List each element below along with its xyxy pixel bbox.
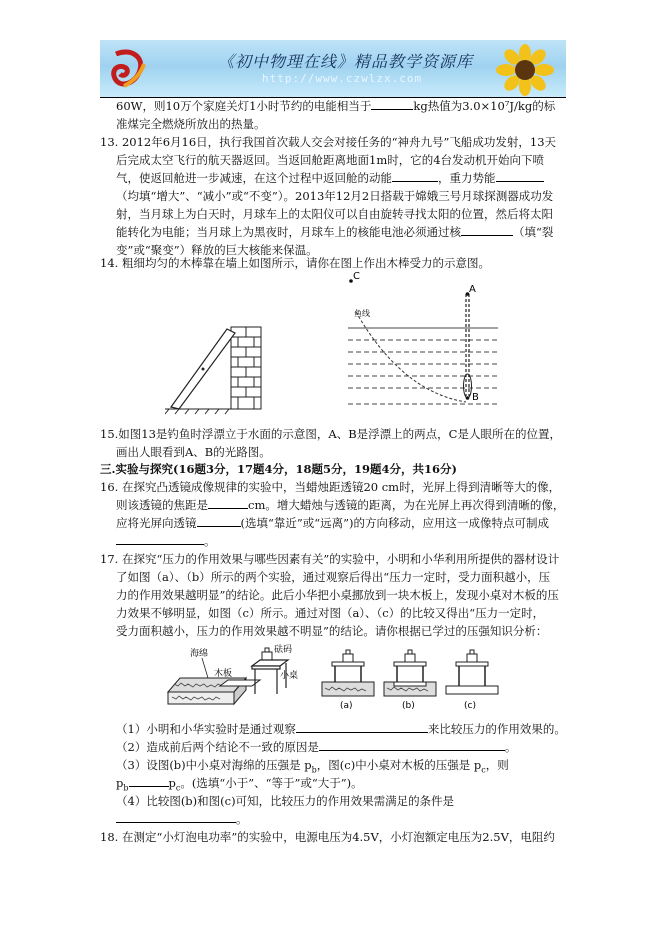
weight xyxy=(262,648,272,660)
q17-sub4-cont: 。 xyxy=(116,810,248,828)
experiment-c xyxy=(446,650,498,694)
q13-line5: 射，当月球上为白天时，月球车上的太阳仪可以自由旋转寻找太阳的位置，然后将太阳 xyxy=(116,207,553,221)
fishing-float-figure xyxy=(342,272,502,422)
float-bobber xyxy=(464,294,472,398)
q17-line4: 力效果不够明显，如图（c）所示。通过对图（a）、（c）的比较又得出“压力一定时， xyxy=(116,606,545,620)
label-b: B xyxy=(472,392,479,403)
q16-line4: 。 xyxy=(116,532,216,550)
stick-wall-figure xyxy=(165,325,270,415)
answer-blank[interactable] xyxy=(197,514,241,527)
label-board: 木板 xyxy=(214,669,233,679)
ground-hatching xyxy=(165,409,261,414)
label-c: (c) xyxy=(464,701,476,711)
q14-text: 14. 粗细均匀的木棒靠在墙上如图所示，请你在图上作出木棒受力的示意图。 xyxy=(100,256,490,270)
q17-line5: 受力面积越小，压力的作用效果越不明显”的结论。请你根据已学过的压强知识分析： xyxy=(116,624,548,638)
answer-blank[interactable] xyxy=(116,810,236,823)
answer-blank[interactable] xyxy=(296,720,428,733)
answer-blank[interactable] xyxy=(208,496,248,509)
label-sponge: 海绵 xyxy=(190,649,209,659)
site-logo-icon xyxy=(110,46,150,94)
label-a: (a) xyxy=(340,701,353,711)
q18-line1: 18. 在测定“小灯泡电功率”的实验中，电源电压为4.5V，小灯泡额定电压为2.5V，电阻约 xyxy=(100,830,555,844)
q12-line1: 60W，则10万个家庭关灯1小时节约的电能相当于 kg热值为3.0×10⁷J/kg的标 xyxy=(116,99,556,113)
sunflower-icon xyxy=(490,44,560,96)
answer-blank[interactable] xyxy=(116,532,204,545)
q17-sub3-cont: $p_b$ $p_c$。(选填“小于”、“等于”或“大于”)。 xyxy=(116,776,363,793)
answer-blank[interactable] xyxy=(319,738,505,751)
label-weight: 砝码 xyxy=(274,645,293,655)
board xyxy=(220,680,260,686)
label-b: (b) xyxy=(402,701,415,711)
q12-line2: 准煤完全燃烧所放出的热量。 xyxy=(116,117,266,131)
q13-line6: 能转化为电能；当月球上为黑夜时，月球车上的核能电池必须通过核 （填“裂 xyxy=(116,225,554,239)
q17-line1: 17. 在探究“压力的作用效果与哪些因素有关”的实验中，小明和小华利用所提供的器材设计 xyxy=(100,552,560,566)
q15-line1: 15.如图13是钓鱼时浮漂立于水面的示意图，A、B是浮漂上的两点，C是人眼所在的位置， xyxy=(100,427,561,441)
brick-wall xyxy=(231,327,261,409)
q17-sub2: （2）造成前后两个结论不一致的原因是 。 xyxy=(116,740,517,754)
site-title: 《初中物理在线》精品教学资源库 xyxy=(218,52,474,71)
section-3-heading: 三.实验与探究(16题3分，17题4分，18题5分，19题4分，共16分) xyxy=(100,462,457,476)
label-a: A xyxy=(469,284,476,295)
q16-line2: 则该透镜的焦距是 cm。增大蜡烛与透镜的距离，为在光屏上再次得到清晰的像， xyxy=(116,498,565,512)
q17-sub4: （4）比较图(b)和图(c)可知，比较压力的作用效果需满足的条件是 xyxy=(116,794,455,808)
header-banner xyxy=(100,40,566,98)
q17-sub1: （1）小明和小华实验时是通过观察 来比较压力的作用效果的。 xyxy=(116,722,566,736)
q15-line2: 画出人眼看到A、B的光路图。 xyxy=(116,445,271,459)
label-table: 小桌 xyxy=(280,671,299,681)
experiment-b xyxy=(384,650,436,696)
q17-line2: 了如图（a）、（b）所示的两个实验，通过观察后得出“压力一定时，受力面积越小，压 xyxy=(116,570,551,584)
q13-line2: 后完成太空飞行的航天器返回。当返回舱距离地面1m时，它的4台发动机开始向下喷 xyxy=(116,153,545,167)
answer-blank[interactable] xyxy=(371,97,413,110)
answer-blank[interactable] xyxy=(461,223,513,236)
pressure-experiment-figure xyxy=(160,642,500,714)
q13-line1: 13. 2012年6月16日，执行我国首次载人交会对接任务的“神舟九号”飞船成功发射，13天 xyxy=(100,135,557,149)
label-fish-line: 鱼线 xyxy=(354,309,370,318)
label-c: C xyxy=(353,272,360,282)
q17-sub3: （3）设图(b)中小桌对海绵的压强是 $p_b$，图(c)中小桌对木板的压强是 $p_c$，则 xyxy=(116,758,509,775)
answer-blank[interactable] xyxy=(496,169,544,182)
point-b xyxy=(466,396,470,400)
experiment-a xyxy=(322,650,374,696)
q17-line3: 力的作用效果越明显”的结论。此后小华把小桌挪放到一块木板上，发现小桌对木板的压 xyxy=(116,588,559,602)
wooden-stick xyxy=(171,329,235,409)
answer-blank[interactable] xyxy=(392,169,438,182)
q13-line7: 变”或“聚变”）释放的巨大核能来保温。 xyxy=(116,243,318,257)
answer-blank[interactable] xyxy=(129,774,169,787)
q13-line3: 气，使返回舱进一步减速，在这个过程中返回舱的动能 ，重力势能 xyxy=(116,169,544,187)
q16-line3: 应将光屏向透镜 (选填“靠近”或“远离”)的方向移动，应用这一成像特点可制成 xyxy=(116,516,549,530)
q13-line4: （均填“增大”、“减小”或“不变”）。2013年12月2日搭载于嫦娥三号月球探测器成功发 xyxy=(116,189,554,203)
q16-line1: 16. 在探究凸透镜成像规律的实验中，当蜡烛距透镜20 cm时，光屏上得到清晰等大的像， xyxy=(100,480,561,494)
site-url[interactable]: http://www.czwlzx.com xyxy=(262,72,423,85)
